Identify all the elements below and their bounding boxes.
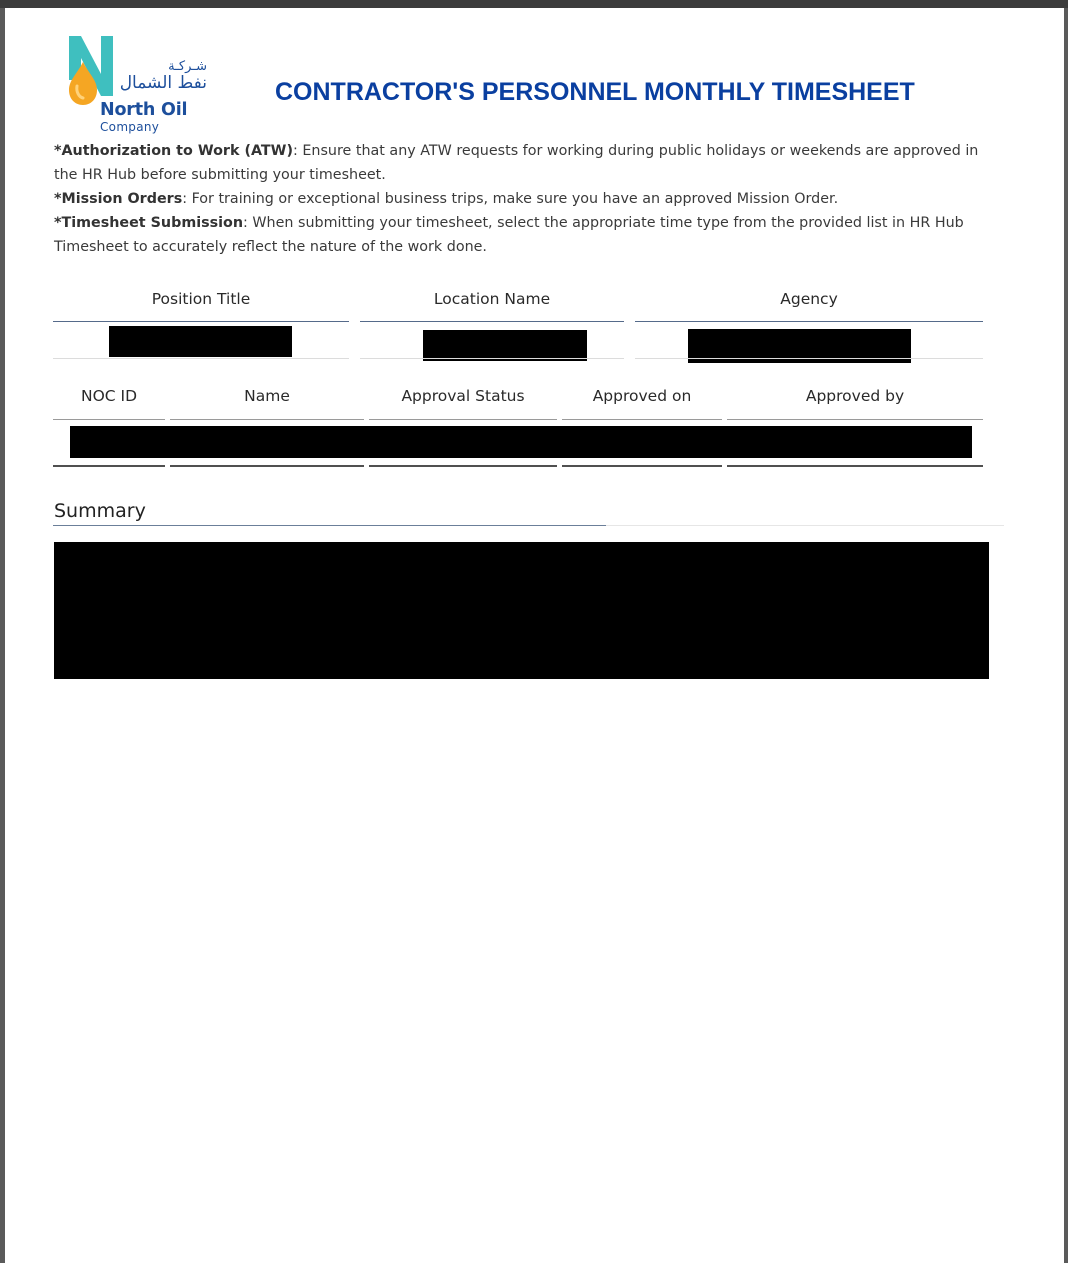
- redacted-location-name: [423, 330, 587, 361]
- note-timesheet-text: : When submitting your timesheet, select the appropriate time type from the provided list in HR Hub Timesheet to accurately reflect the nature of the work done.: [54, 215, 964, 255]
- info-row-rule-2: [360, 358, 624, 359]
- header-approved-on: Approved on: [592, 387, 692, 405]
- window-top-bar: [0, 0, 1068, 8]
- header-agency: Agency: [780, 290, 838, 308]
- header-approved-by: Approved by: [805, 387, 905, 405]
- header-name: Name: [244, 387, 290, 405]
- header-position-title: Position Title: [151, 290, 251, 308]
- approval-header-rule-2: [170, 419, 364, 420]
- approval-header-rule-3: [369, 419, 557, 420]
- instructions-notes: [54, 139, 989, 259]
- approval-row-rule-1: [53, 465, 165, 467]
- logo-arabic-main: نفط الشمال: [119, 73, 207, 93]
- summary-heading: Summary: [54, 500, 146, 522]
- info-row-rule-1: [53, 358, 349, 359]
- note-mission-orders: [54, 187, 989, 211]
- header-approval-status: Approval Status: [401, 387, 525, 405]
- company-logo: [57, 30, 217, 138]
- note-timesheet-submission: [54, 211, 989, 259]
- redacted-approval-row: [70, 426, 972, 458]
- header-noc-id: NOC ID: [80, 387, 138, 405]
- logo-arabic-text: [117, 60, 207, 92]
- approval-row-rule-3: [369, 465, 557, 467]
- approval-header-rule-1: [53, 419, 165, 420]
- info-row-rule-3: [635, 358, 983, 359]
- document-page: [5, 8, 1064, 1263]
- logo-brand-name: North Oil: [100, 100, 188, 120]
- approval-header-rule-4: [562, 419, 722, 420]
- header-location-name: Location Name: [433, 290, 551, 308]
- north-oil-n-drop-icon: [67, 34, 115, 106]
- info-header-rule-2: [360, 321, 624, 322]
- info-header-rule-3: [635, 321, 983, 322]
- note-atw: [54, 139, 989, 187]
- note-atw-text: : Ensure that any ATW requests for working during public holidays or weekends are approved in the HR Hub before submitting your timesheet.: [54, 143, 979, 183]
- redacted-summary-content: [54, 542, 989, 679]
- note-atw-label: *Authorization to Work (ATW): [54, 143, 293, 159]
- logo-brand-sub: Company: [100, 120, 160, 134]
- note-mission-text: : For training or exceptional business trips, make sure you have an approved Mission Order.: [182, 191, 839, 207]
- note-timesheet-label: *Timesheet Submission: [54, 215, 244, 231]
- logo-arabic-top: شـركـة: [168, 59, 207, 74]
- note-mission-label: *Mission Orders: [54, 191, 183, 207]
- approval-row-rule-2: [170, 465, 364, 467]
- document-title: CONTRACTOR'S PERSONNEL MONTHLY TIMESHEET: [275, 78, 915, 106]
- info-header-rule-1: [53, 321, 349, 322]
- summary-rule-accent: [53, 525, 606, 526]
- approval-row-rule-4: [562, 465, 722, 467]
- approval-row-rule-5: [727, 465, 983, 467]
- redacted-position-title: [109, 326, 292, 357]
- approval-header-rule-5: [727, 419, 983, 420]
